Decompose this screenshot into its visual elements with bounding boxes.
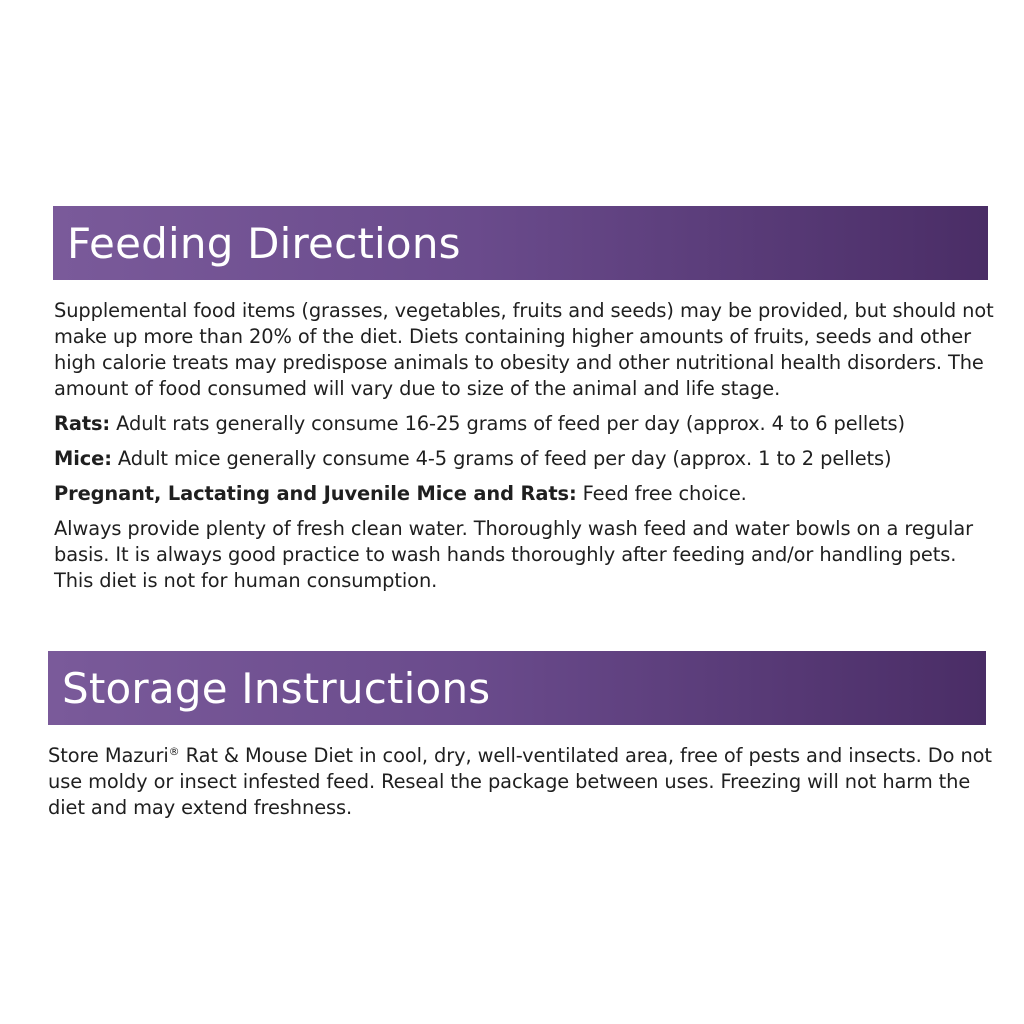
mice-feeding-rule <box>54 446 999 472</box>
storage-text-start: Store Mazuri <box>48 744 169 767</box>
storage-instructions-banner <box>48 651 986 725</box>
registered-mark: ® <box>168 745 180 758</box>
feeding-directions-body <box>54 298 999 594</box>
storage-paragraph <box>48 743 998 821</box>
mice-label: Mice: <box>54 447 112 470</box>
feeding-directions-banner <box>53 206 988 280</box>
pregnant-text: Feed free choice. <box>576 482 747 505</box>
pregnant-label: Pregnant, Lactating and Juvenile Mice and Rats: <box>54 482 577 505</box>
storage-text-end: Rat & Mouse Diet in cool, dry, well-ventilated area, free of pests and insects. Do not use moldy or insect infested feed. Reseal the package between uses. Freezing will not harm the diet and may extend freshness. <box>48 744 992 819</box>
rats-text: Adult rats generally consume 16-25 grams of feed per day (approx. 4 to 6 pellets) <box>110 412 905 435</box>
water-paragraph: Always provide plenty of fresh clean water. Thoroughly wash feed and water bowls on a regular basis. It is always good practice to wash hands thoroughly after feeding and/or handling pets. This diet is not for human consumption. <box>54 517 973 592</box>
pregnant-feeding-rule <box>54 481 999 507</box>
storage-instructions-body <box>48 743 998 821</box>
mice-text: Adult mice generally consume 4-5 grams of feed per day (approx. 1 to 2 pellets) <box>111 447 892 470</box>
feeding-directions-heading: Feeding Directions <box>67 218 461 268</box>
rats-label: Rats: <box>54 412 111 435</box>
storage-instructions-heading: Storage Instructions <box>62 663 491 713</box>
feeding-intro-paragraph: Supplemental food items (grasses, vegetables, fruits and seeds) may be provided, but should not make up more than 20% of the diet. Diets containing higher amounts of fruits, seeds and other high calorie treats may predispose animals to obesity and other nutritional health disorders. The amount of food consumed will vary due to size of the animal and life stage. <box>54 299 994 400</box>
rats-feeding-rule <box>54 411 999 437</box>
